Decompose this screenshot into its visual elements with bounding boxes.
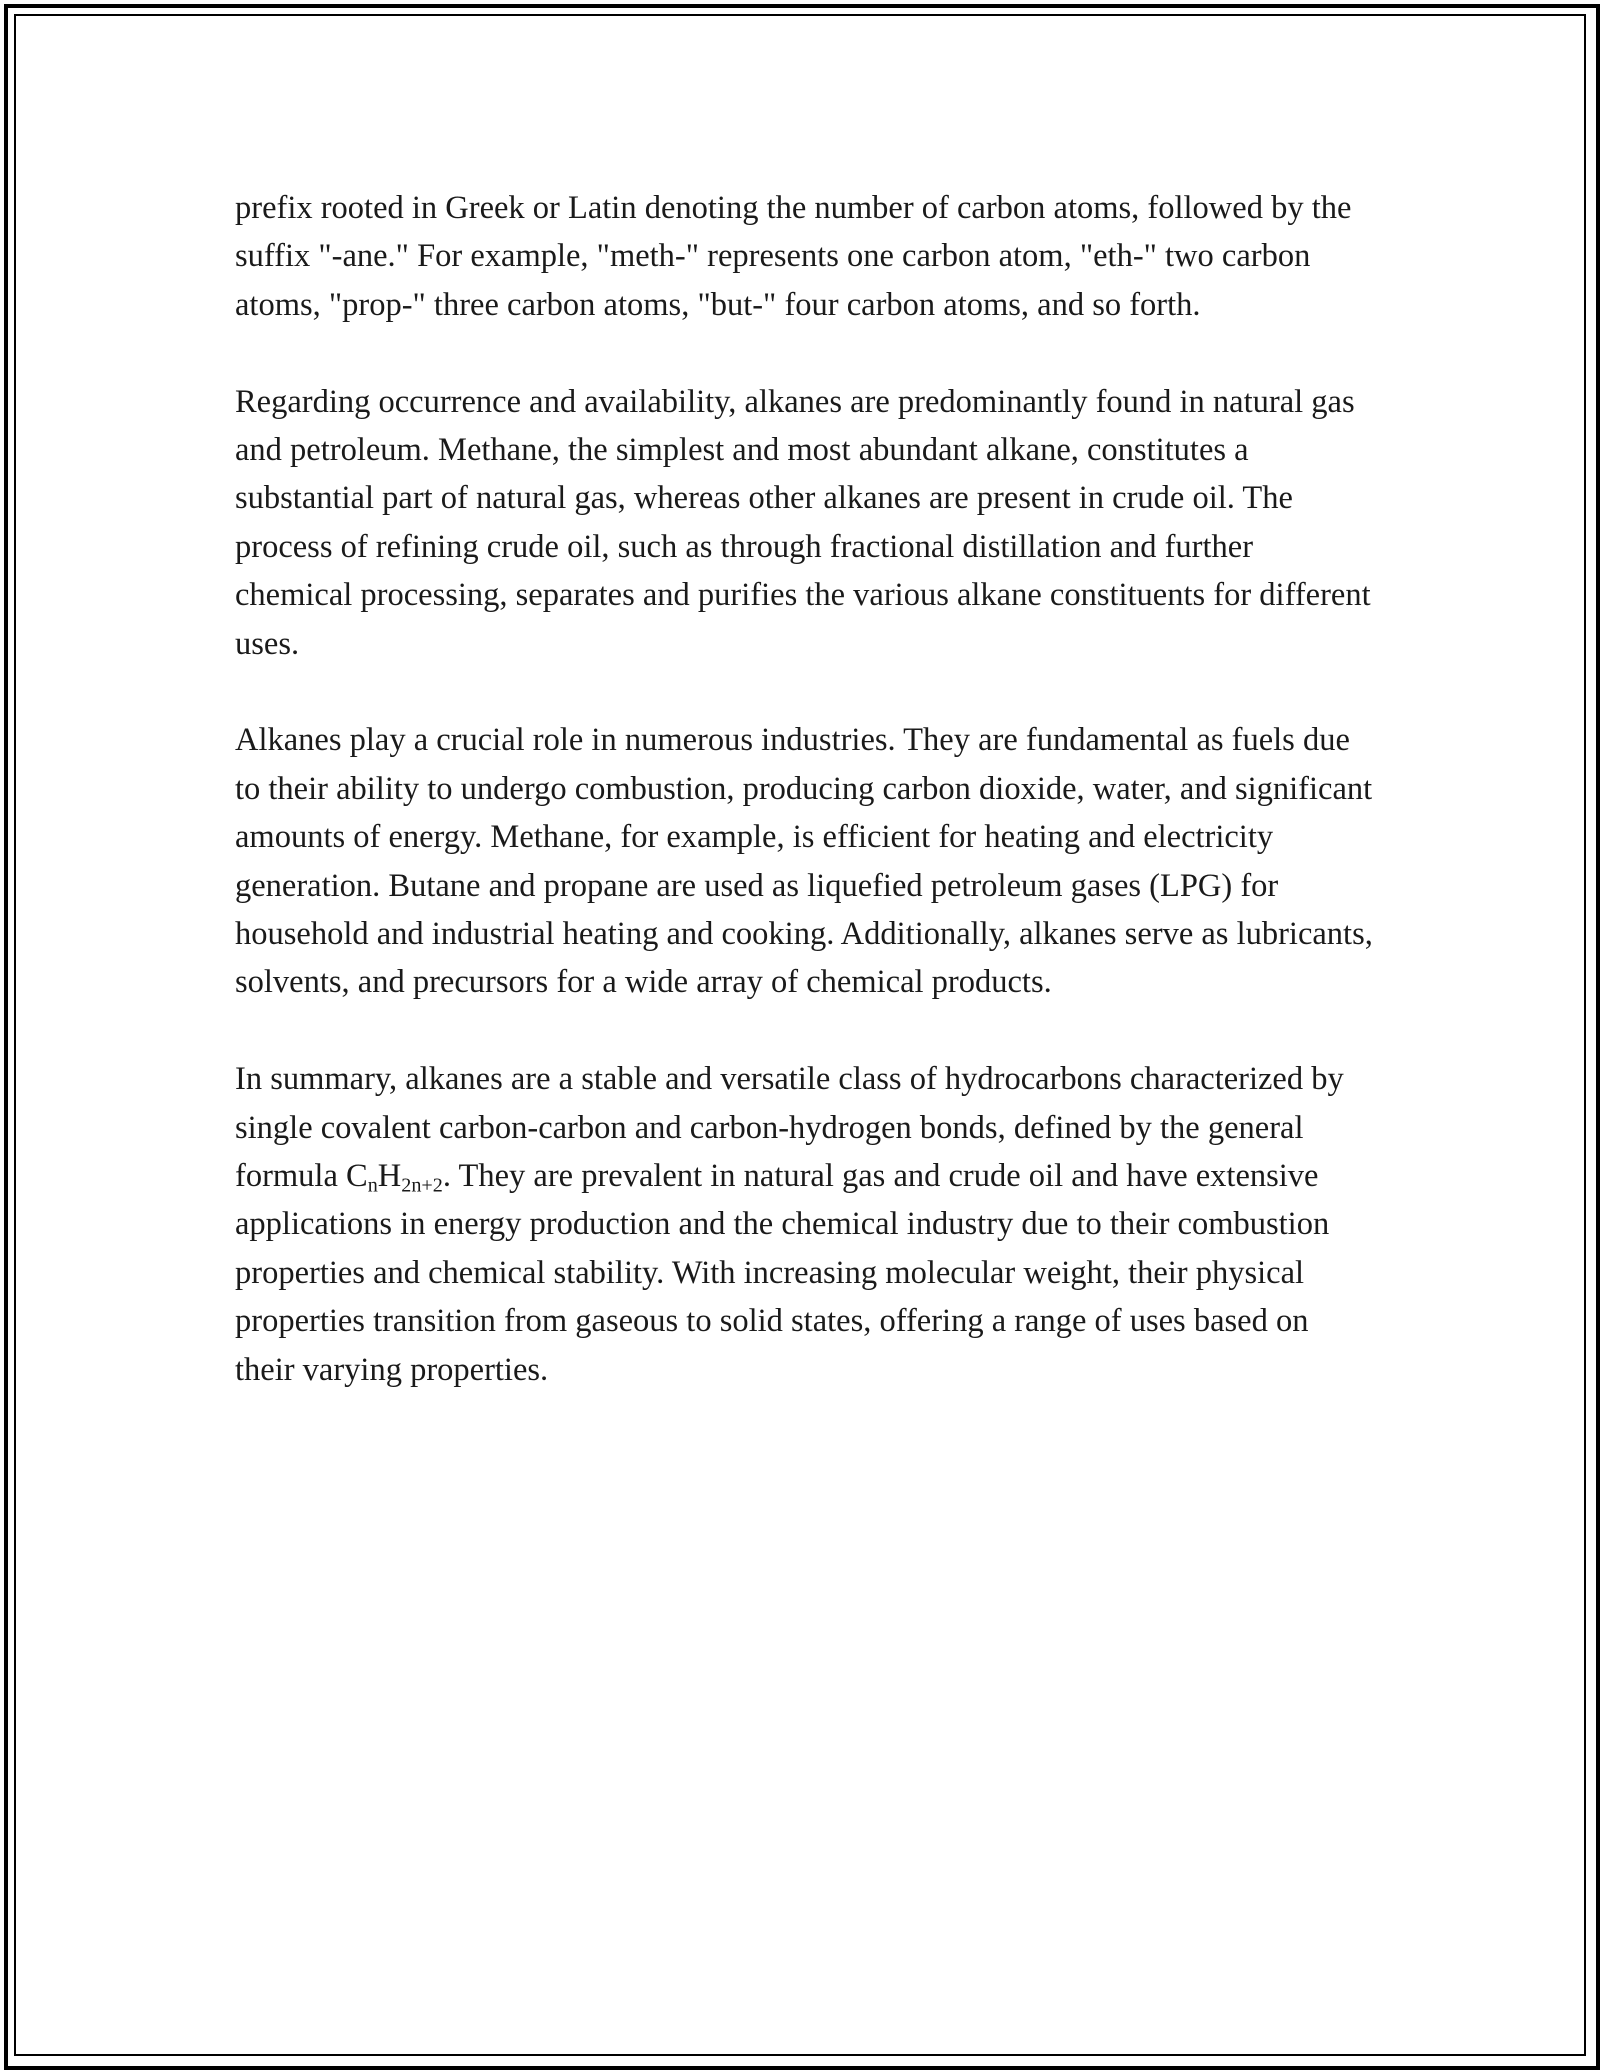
formula-hydrogen: H [377,1158,402,1195]
formula-carbon: C [346,1158,368,1195]
formula-carbon-subscript: n [367,1174,378,1197]
summary-text-after: . They are prevalent in natural gas and crude oil and have extensive applications in energy production and the chemical industry due to their combustion properties and chemical stability. With increasing molecular weight, their physical properties transition from gaseous to solid states, offering a range of uses based on their varying properties. [235,1158,1330,1388]
paragraph-naming-prefixes: prefix rooted in Greek or Latin denoting the number of carbon atoms, followed by the suffix "-ane." For example, "meth-" represents one carbon atom, "eth-" two carbon atoms, "prop-" three carbon atoms, "but-" four carbon atoms, and so forth. [235,190,1352,323]
summary-text-before: In summary, alkanes are a stable and versatile class of hydrocarbons characterized by single covalent carbon-carbon and carbon-hydrogen bonds, defined by the general formula [235,1061,1344,1195]
document-body [235,184,1375,1394]
formula-hydrogen-subscript: 2n+2 [401,1174,443,1197]
paragraph-occurrence: Regarding occurrence and availability, alkanes are predominantly found in natural gas and petroleum. Methane, the simplest and most abundant alkane, constitutes a substantial part of natural gas, whereas other alkanes are present in crude oil. The process of refining crude oil, such as through fractional distillation and further chemical processing, separates and purifies the various alkane constituents for different uses. [235,383,1371,662]
general-formula [346,1158,443,1197]
paragraph-industrial-uses: Alkanes play a crucial role in numerous industries. They are fundamental as fuels due to their ability to undergo combustion, producing carbon dioxide, water, and significant amounts of energy. Methane, for example, is efficient for heating and electricity generation. Butane and propane are used as liquefied petroleum gases (LPG) for household and industrial heating and cooking. Additionally, alkanes serve as lubricants, solvents, and precursors for a wide array of chemical products. [235,722,1373,1001]
paragraph-summary [235,1055,1375,1394]
